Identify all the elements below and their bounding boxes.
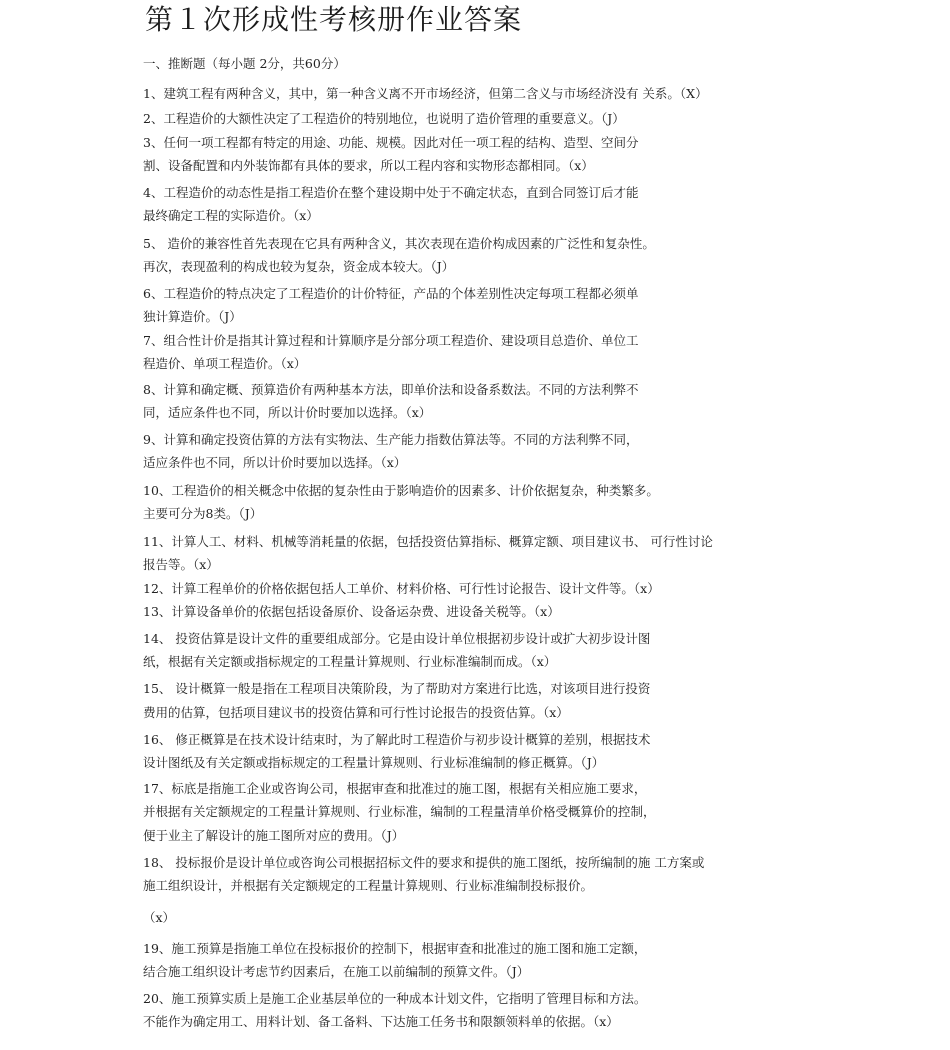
text-line: 报告等。（x） [143,557,219,572]
page-title: 第１次形成性考核册作业答案 [145,3,523,36]
text-line: 结合施工组织设计考虑节约因素后，在施工以前编制的预算文件。（J） [143,964,530,979]
text-line: 主要可分为8类。（J） [143,506,263,521]
text-line: 11、计算人工、材料、机械等消耗量的依据，包括投资估算指标、概算定额、项目建议书、 可行性讨论 [143,534,713,549]
text-line: 1、建筑工程有两种含义，其中，第一种含义离不开市场经济，但第二含义与市场经济没有 关系。（X） [143,86,708,101]
text-line: 施工组织设计，并根据有关定额规定的工程量计算规则、行业标准编制投标报价。 [143,878,594,893]
text-line: 程造价、单项工程造价。（x） [143,356,307,371]
text-line: 6、工程造价的特点决定了工程造价的计价特征，产品的个体差别性决定每项工程都必须单 [143,286,639,301]
text-line: 便于业主了解设计的施工图所对应的费用。（J） [143,828,405,843]
text-line: 15、 设计概算一般是指在工程项目决策阶段，为了帮助对方案进行比选，对该项目进行投资 [143,681,651,696]
text-line: 设计图纸及有关定额或指标规定的工程量计算规则、行业标准编制的修正概算。（J） [143,755,605,770]
text-line: 8、计算和确定概、预算造价有两种基本方法，即单价法和设备系数法。不同的方法利弊不 [143,382,639,397]
text-line: 同，适应条件也不同，所以计价时要加以选择。（x） [143,405,432,420]
text-line: 3、任何一项工程都有特定的用途、功能、规模。因此对任一项工程的结构、造型、空间分 [143,135,639,150]
text-line: 2、工程造价的大额性决定了工程造价的特别地位，也说明了造价管理的重要意义。（J） [143,111,625,126]
text-line: 20、施工预算实质上是施工企业基层单位的一种成本计划文件，它指明了管理目标和方法。 [143,991,647,1006]
text-line: 7、组合性计价是指其计算过程和计算顺序是分部分项工程造价、建设项目总造价、单位工 [143,333,639,348]
text-line: 再次，表现盈利的构成也较为复杂，资金成本较大。（J） [143,259,455,274]
text-line: 4、工程造价的动态性是指工程造价在整个建设期中处于不确定状态，直到合同签订后才能 [143,185,639,200]
text-line: 16、 修正概算是在技术设计结束时，为了解此时工程造价与初步设计概算的差别，根据技术 [143,732,651,747]
text-line: 19、施工预算是指施工单位在投标报价的控制下，根据审查和批准过的施工图和施工定额， [143,941,647,956]
text-line: 14、 投资估算是设计文件的重要组成部分。它是由设计单位根据初步设计或扩大初步设计图 [143,631,651,646]
text-line: 并根据有关定额规定的工程量计算规则、行业标准，编制的工程量清单价格受概算价的控制， [143,804,656,819]
text-line: 12、计算工程单价的价格依据包括人工单价、材料价格、可行性讨论报告、设计文件等。（x） [143,581,660,596]
section-heading: 一、推断题（每小题 2分，共60分） [143,56,346,71]
text-line: 9、计算和确定投资估算的方法有实物法、生产能力指数估算法等。不同的方法利弊不同， [143,432,639,447]
text-line: （x） [143,910,176,925]
text-line: 18、 投标报价是设计单位或咨询公司根据招标文件的要求和提供的施工图纸，按所编制的施 工方案或 [143,855,705,870]
text-line: 纸，根据有关定额或指标规定的工程量计算规则、行业标准编制而成。（x） [143,654,557,669]
text-line: 不能作为确定用工、用料计划、备工备料、下达施工任务书和限额领料单的依据。（x） [143,1014,619,1029]
text-line: 费用的估算，包括项目建议书的投资估算和可行性讨论报告的投资估算。（x） [143,705,569,720]
text-line: 10、工程造价的相关概念中依据的复杂性由于影响造价的因素多、计价依据复杂，种类繁多。 [143,483,659,498]
text-line: 17、标底是指施工企业或咨询公司，根据审查和批准过的施工图，根据有关相应施工要求， [143,781,647,796]
text-line: 5、 造价的兼容性首先表现在它具有两种含义，其次表现在造价构成因素的广泛性和复杂性。 [143,236,655,251]
text-line: 13、计算设备单价的依据包括设备原价、设备运杂费、进设备关税等。（x） [143,604,560,619]
text-line: 适应条件也不同，所以计价时要加以选择。（x） [143,455,407,470]
text-line: 最终确定工程的实际造价。（x） [143,208,319,223]
text-line: 独计算造价。（J） [143,309,242,324]
text-line: 割、设备配置和内外装饰都有具体的要求，所以工程内容和实物形态都相同。（x） [143,158,594,173]
